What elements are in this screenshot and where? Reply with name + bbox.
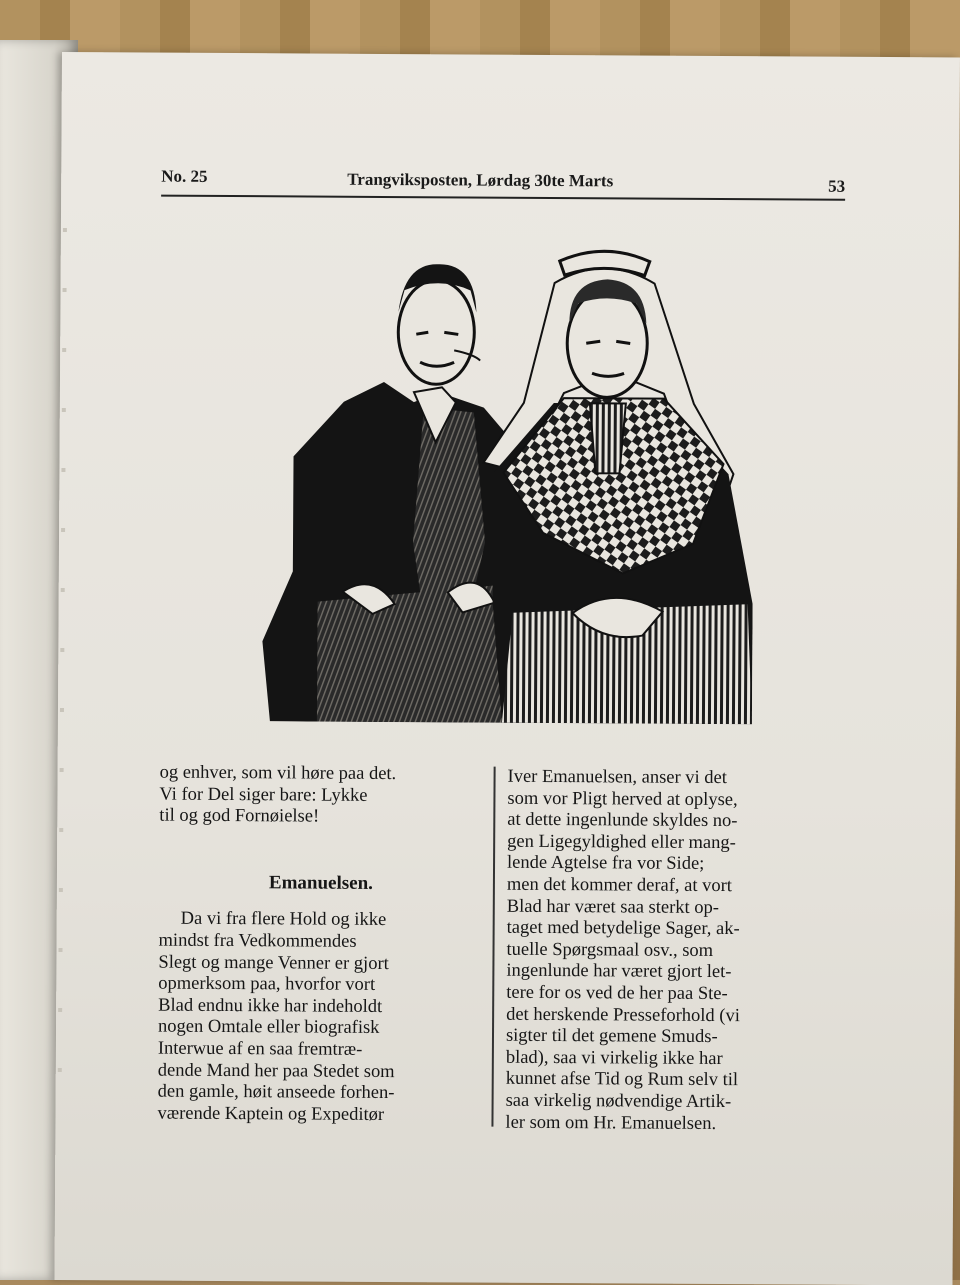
column-divider: [491, 767, 495, 1127]
old-woman-figure-icon: [482, 251, 755, 725]
right-column: [505, 767, 823, 1136]
body-line: gen Ligegyldighed eller mang-: [507, 831, 736, 853]
newspaper-title: Trangviksposten, Lørdag 30te Marts: [347, 169, 614, 191]
portrait-illustration: [222, 241, 755, 724]
body-line: saa virkelig nødvendige Artik-: [505, 1090, 732, 1113]
body-line: Da vi fra flere Hold og ikke: [180, 909, 387, 931]
intro-line: og enhver, som vil høre paa det.: [159, 762, 397, 785]
page-header: [161, 163, 845, 201]
body-line: blad), saa vi virkelig ikke har: [505, 1047, 723, 1069]
issue-number: No. 25: [161, 166, 208, 186]
body-line: det herskende Presseforhold (vi: [506, 1004, 740, 1026]
wooden-table: [0, 0, 960, 60]
body-line: taget med betydelige Sager, ak-: [506, 917, 740, 940]
body-line: Blad har været saa sterkt op-: [506, 896, 720, 918]
intro-line: Vi for Del siger bare: Lykke: [159, 784, 368, 806]
page-number: 53: [828, 176, 846, 196]
body-line: værende Kaptein og Expeditør: [157, 1103, 385, 1125]
intro-line: til og god Fornøielse!: [159, 805, 320, 827]
body-line: kunnet afse Tid og Rum selv til: [505, 1069, 739, 1091]
body-line: tere for os ved de her paa Ste-: [506, 982, 728, 1005]
body-line: Iver Emanuelsen, anser vi det: [507, 766, 727, 789]
newspaper-page: [54, 52, 959, 1285]
body-line: den gamle, høit anseede forhen-: [157, 1081, 395, 1104]
body-line: sigter til det gemene Smuds-: [505, 1025, 718, 1048]
body-line: dende Mand her paa Stedet som: [157, 1060, 395, 1082]
old-man-figure-icon: [262, 263, 525, 723]
body-line: ingenlunde har været gjort let-: [506, 961, 732, 983]
article-heading: Emanuelsen.: [268, 872, 373, 894]
left-column: [157, 763, 483, 1127]
body-line: opmerksom paa, hvorfor vort: [158, 973, 376, 996]
body-line: nogen Omtale eller biografisk: [157, 1016, 380, 1039]
body-line: som vor Pligt herved at oplyse,: [507, 788, 738, 810]
body-line: mindst fra Vedkommendes: [158, 930, 357, 952]
body-line: men det kommer deraf, at vort: [506, 874, 732, 897]
body-line: lende Agtelse fra vor Side;: [506, 853, 705, 875]
body-line: ler som om Hr. Emanuelsen.: [505, 1112, 717, 1134]
body-line: tuelle Spørgsmaal osv., som: [506, 939, 714, 961]
body-line: Slegt og mange Venner er gjort: [158, 952, 389, 974]
body-line: Blad endnu ikke har indeholdt: [158, 995, 383, 1017]
body-line: Interwue af en saa fremtræ-: [157, 1038, 363, 1060]
body-line: at dette ingenlunde skyldes no-: [507, 809, 738, 832]
